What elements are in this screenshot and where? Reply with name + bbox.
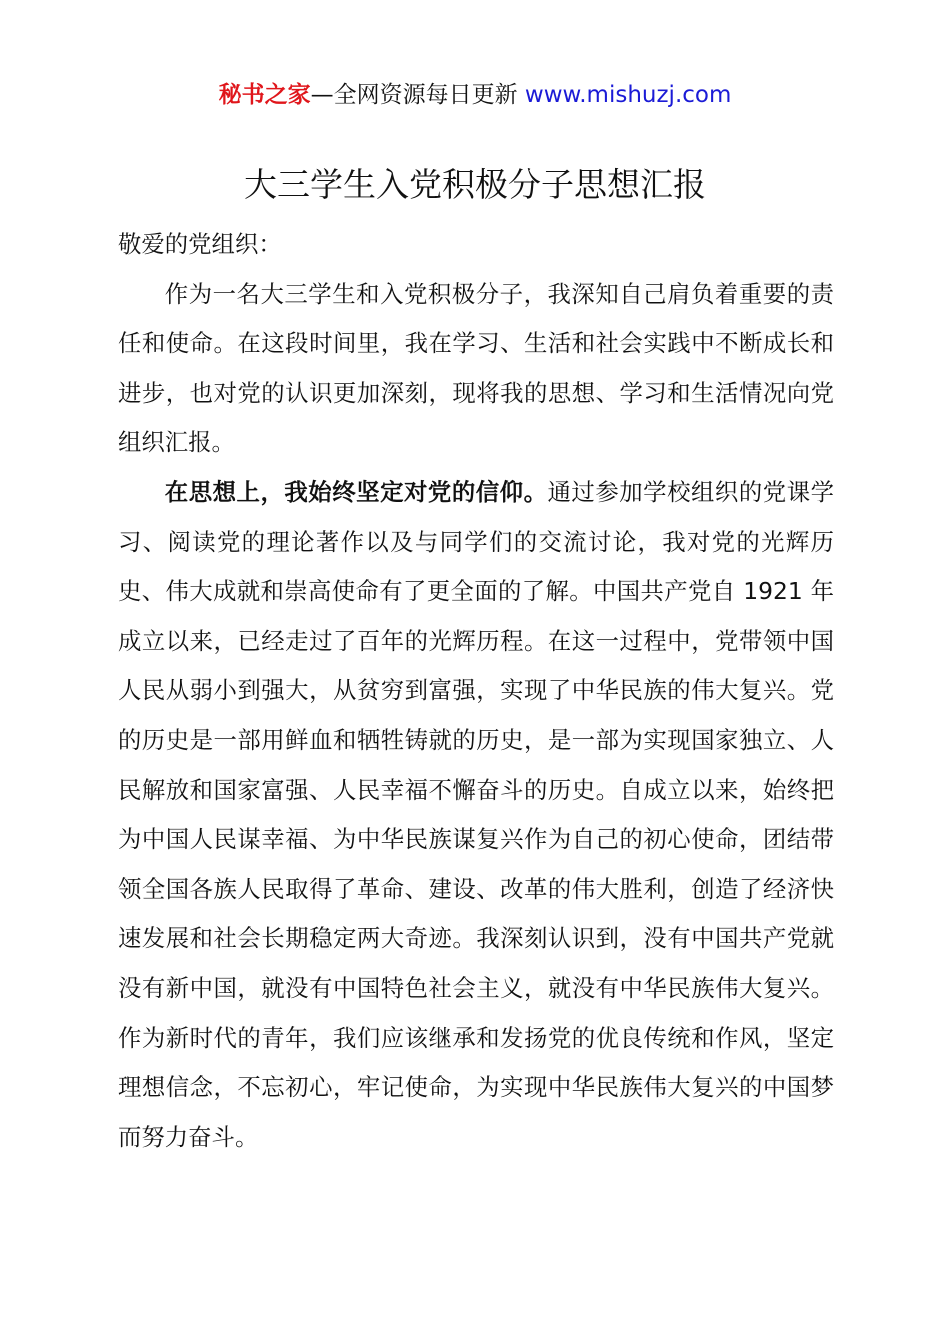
document-body — [118, 220, 834, 1162]
site-tagline: —全网资源每日更新 — [310, 82, 518, 108]
site-name: 秘书之家 — [218, 82, 311, 108]
site-url-link[interactable]: www.mishuzj.com — [524, 82, 732, 108]
site-header — [0, 78, 950, 112]
paragraph-2-body: 通过参加学校组织的党课学习、阅读党的理论著作以及与同学们的交流讨论，我对党的光辉历史、伟大成就和崇高使命有了更全面的了解。中国共产党自 1921 年成立以来，已经走过了百年的光辉历程。在这一过程中，党带领中国人民从弱小到强大，从贫穷到富强，实现了中华民族的伟大复兴。党的历史是一部用鲜血和牺牲铸就的历史，是一部为实现国家独立、人民解放和国家富强、人民幸福不懈奋斗的历史。自成立以来，始终把为中国人民谋幸福、为中华民族谋复兴作为自己的初心使命，团结带领全国各族人民取得了革命、建设、改革的伟大胜利，创造了经济快速发展和社会长期稳定两大奇迹。我深刻认识到，没有中国共产党就没有新中国，就没有中国特色社会主义，就没有中华民族伟大复兴。作为新时代的青年，我们应该继承和发扬党的优良传统和作风，坚定理想信念，不忘初心，牢记使命，为实现中华民族伟大复兴的中国梦而努力奋斗。 — [118, 477, 834, 1151]
document-title: 大三学生入党积极分子思想汇报 — [244, 165, 706, 204]
paragraph-2-lead: 在思想上，我始终坚定对党的信仰。 — [164, 477, 548, 506]
paragraph-1: 作为一名大三学生和入党积极分子，我深知自己肩负着重要的责任和使命。在这段时间里，我在学习、生活和社会实践中不断成长和进步，也对党的认识更加深刻，现将我的思想、学习和生活情况向党组织汇报。 — [118, 279, 834, 457]
paragraph-2 — [118, 468, 834, 1162]
salutation: 敬爱的党组织： — [118, 230, 282, 258]
